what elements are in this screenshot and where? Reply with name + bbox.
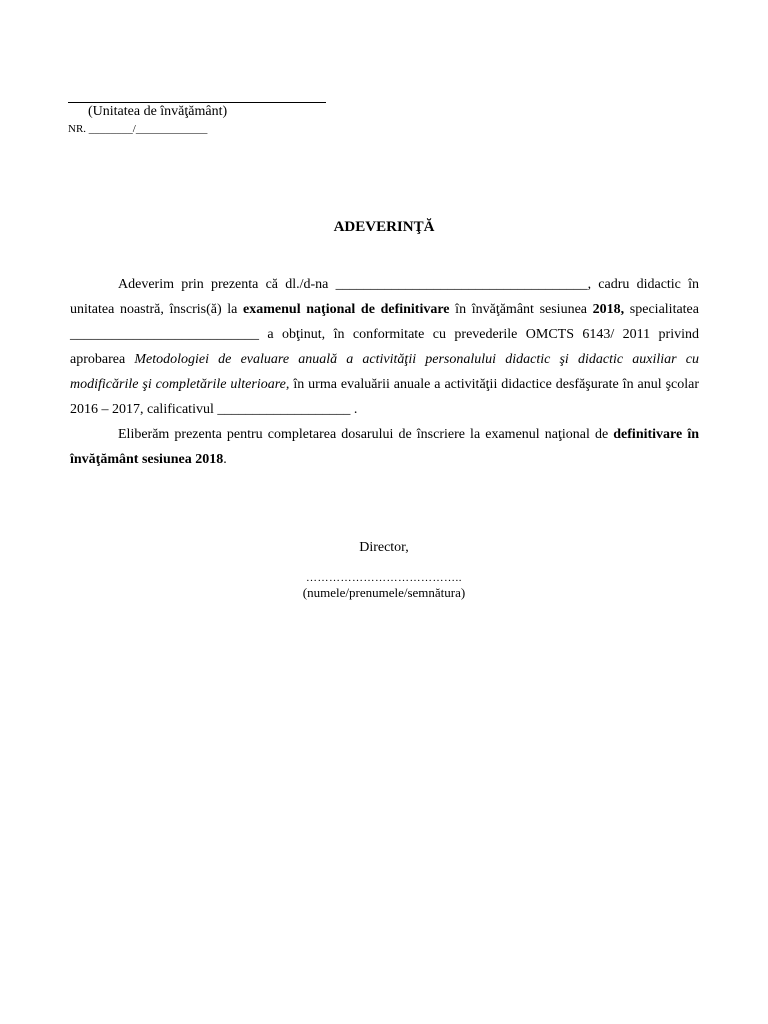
nr-blank-2: _____________ [135,123,208,135]
document-body [70,272,699,472]
nr-blank-1: ________ [88,123,133,135]
institution-underline [68,102,326,103]
name-blank: ____________________________________ [335,277,588,292]
text-span: Eliberăm prezenta pentru completarea dosarului de înscriere la examenul naţional de [118,427,614,442]
institution-label: (Unitatea de învăţământ) [88,104,228,119]
text-span: specialitatea [624,302,699,317]
text-span: . [350,402,358,417]
nr-label: NR. [68,123,87,135]
document-title: ADEVERINŢĂ [333,219,435,235]
paragraph-certification [70,272,699,422]
year-bold: 2018, [592,302,625,317]
methodology-italic: Metodologiei de evaluare anuală a activităţii personalului didactic şi didactic auxiliar cu modificările şi completările ulterioare, [70,352,699,392]
text-span: în învăţământ sesiunea [449,302,593,317]
nr-separator: / [132,123,136,135]
signature-line: ………………………………….. [306,572,462,584]
session-bold: definitivare în învăţământ sesiunea 2018 [70,427,699,467]
grade-blank: ___________________ [217,402,351,417]
paragraph-issuance [70,422,699,472]
director-label: Director, [359,540,409,555]
signature-caption: (numele/prenumele/semnătura) [302,585,466,600]
text-span: . [223,452,227,467]
text-span: Adeverim prin prezenta că dl./d-na [118,277,336,292]
text-span: , cadru didactic în unitatea noastră, înscris(ă) la [70,277,699,317]
registration-number-row [68,122,207,136]
specialty-blank: ___________________________ [70,327,259,342]
text-span: în urma evaluării anuale a activităţii didactice desfăşurate în anul şcolar 2016 – 2017, calificativul [70,377,700,417]
text-span: a obţinut, în conformitate cu prevederile OMCTS 6143/ 2011 privind aprobarea [70,327,699,367]
exam-name-bold: examenul naţional de definitivare [243,302,450,317]
